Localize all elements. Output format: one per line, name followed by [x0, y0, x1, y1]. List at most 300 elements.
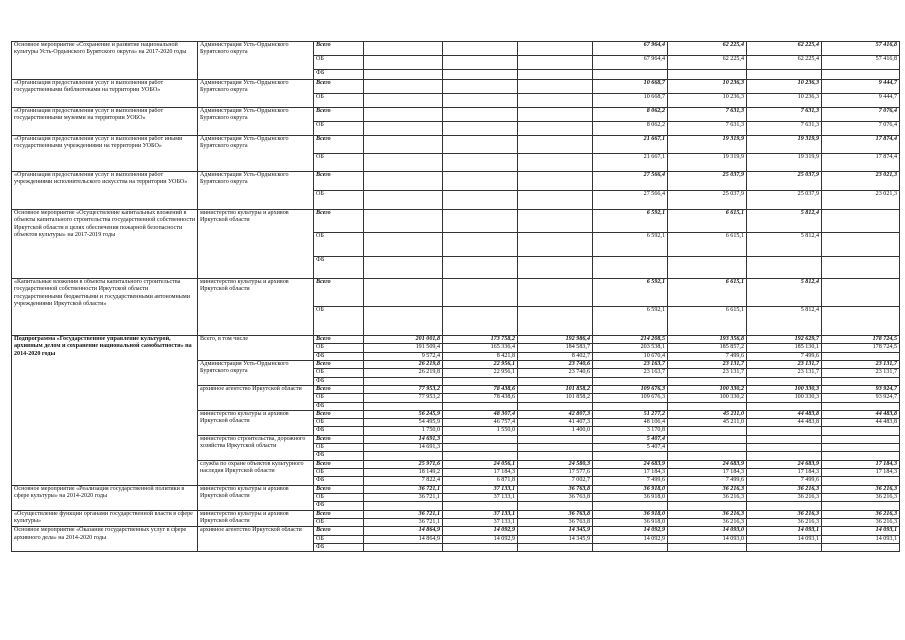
funding-source-cell: ОБ — [314, 369, 364, 377]
amount-cell: 7 631,3 — [668, 122, 747, 136]
amount-cell: 36 216,3 — [747, 493, 822, 501]
executor-cell: архивное агентство Иркутской области — [198, 527, 314, 552]
amount-cell: 36 763,8 — [518, 493, 593, 501]
amount-cell: 17 874,4 — [822, 136, 900, 154]
amount-cell — [747, 257, 822, 279]
amount-cell: 23 021,3 — [822, 172, 900, 191]
amount-cell: 93 924,7 — [822, 385, 900, 393]
amount-cell: 44 483,8 — [822, 410, 900, 418]
amount-cell — [443, 210, 518, 233]
amount-cell: 19 319,9 — [668, 154, 747, 172]
amount-cell — [364, 210, 443, 233]
amount-cell: 36 918,0 — [593, 485, 668, 493]
amount-cell: 5 812,4 — [747, 307, 822, 336]
amount-cell — [593, 257, 668, 279]
executor-cell: министерство культуры и архивов Иркутской области — [198, 210, 314, 279]
funding-source-cell: Всего — [314, 42, 364, 56]
amount-cell — [443, 233, 518, 257]
amount-cell: 109 676,3 — [593, 385, 668, 393]
amount-cell — [443, 108, 518, 122]
funding-source-cell: ОБ — [314, 191, 364, 210]
amount-cell: 14 092,9 — [443, 527, 518, 535]
amount-cell — [747, 452, 822, 460]
amount-cell — [593, 70, 668, 80]
amount-cell: 36 763,8 — [518, 518, 593, 526]
amount-cell: 9 444,7 — [822, 94, 900, 108]
amount-cell — [518, 136, 593, 154]
funding-source-cell: ОБ — [314, 394, 364, 402]
amount-cell — [364, 42, 443, 56]
funding-source-cell: Всего — [314, 136, 364, 154]
amount-cell: 62 225,4 — [668, 56, 747, 70]
amount-cell — [822, 210, 900, 233]
amount-cell: 57 416,8 — [822, 42, 900, 56]
amount-cell: 109 676,3 — [593, 394, 668, 402]
amount-cell — [518, 80, 593, 94]
amount-cell: 100 330,2 — [668, 385, 747, 393]
amount-cell: 192 986,4 — [518, 336, 593, 344]
amount-cell — [747, 70, 822, 80]
table-row — [12, 210, 900, 233]
funding-source-cell: Всего — [314, 435, 364, 443]
amount-cell: 36 216,3 — [668, 485, 747, 493]
amount-cell: 67 964,4 — [593, 56, 668, 70]
measure-name-cell: «Организация предоставления услуг и выполнения работ учреждениями исполнительского искусства на территории УОБО» — [12, 172, 198, 210]
amount-cell: 36 216,3 — [822, 493, 900, 501]
amount-cell: 36 216,3 — [822, 510, 900, 518]
amount-cell: 185 130,1 — [747, 344, 822, 352]
amount-cell — [518, 172, 593, 191]
amount-cell: 14 093,1 — [747, 527, 822, 535]
amount-cell — [668, 444, 747, 452]
amount-cell: 14 093,0 — [668, 527, 747, 535]
funding-source-cell: ФБ — [314, 70, 364, 80]
amount-cell — [822, 70, 900, 80]
amount-cell: 10 668,7 — [593, 94, 668, 108]
funding-source-cell: ОБ — [314, 233, 364, 257]
amount-cell: 36 216,3 — [747, 510, 822, 518]
amount-cell — [443, 56, 518, 70]
amount-cell — [518, 402, 593, 410]
amount-cell: 45 211,0 — [668, 419, 747, 427]
amount-cell: 19 319,9 — [747, 154, 822, 172]
amount-cell: 17 874,4 — [822, 154, 900, 172]
amount-cell — [518, 502, 593, 510]
amount-cell: 25 037,9 — [747, 172, 822, 191]
funding-source-cell: ФБ — [314, 543, 364, 551]
amount-cell: 6 615,1 — [668, 307, 747, 336]
table-row — [12, 80, 900, 94]
amount-cell — [518, 122, 593, 136]
amount-cell: 9 572,4 — [364, 352, 443, 360]
amount-cell — [364, 70, 443, 80]
amount-cell — [443, 94, 518, 108]
amount-cell: 7 499,6 — [593, 477, 668, 485]
amount-cell: 62 225,4 — [668, 42, 747, 56]
executor-cell: архивное агентство Иркутской области — [198, 385, 314, 410]
amount-cell — [443, 543, 518, 551]
measure-name-cell: «Организация предоставления услуг и выполнения работ государственными библиотеками на территории УОБО» — [12, 80, 198, 108]
funding-source-cell: Всего — [314, 108, 364, 122]
amount-cell: 24 683,9 — [747, 460, 822, 468]
amount-cell: 17 184,3 — [668, 469, 747, 477]
amount-cell — [364, 56, 443, 70]
amount-cell — [518, 279, 593, 307]
amount-cell: 14 092,9 — [443, 535, 518, 543]
amount-cell: 1 750,0 — [364, 427, 443, 435]
amount-cell: 36 216,3 — [747, 518, 822, 526]
amount-cell: 7 499,6 — [668, 352, 747, 360]
amount-cell: 37 133,1 — [443, 493, 518, 501]
amount-cell: 23 740,6 — [518, 369, 593, 377]
amount-cell: 5 407,4 — [593, 444, 668, 452]
amount-cell — [822, 435, 900, 443]
amount-cell: 100 330,3 — [747, 394, 822, 402]
amount-cell: 201 001,8 — [364, 336, 443, 344]
amount-cell: 51 277,2 — [593, 410, 668, 418]
amount-cell — [747, 435, 822, 443]
amount-cell: 23 163,7 — [593, 360, 668, 368]
amount-cell: 54 495,9 — [364, 419, 443, 427]
amount-cell: 26 219,8 — [364, 360, 443, 368]
amount-cell — [518, 233, 593, 257]
amount-cell — [443, 452, 518, 460]
amount-cell: 7 499,6 — [668, 477, 747, 485]
amount-cell: 173 758,2 — [443, 336, 518, 344]
amount-cell — [593, 377, 668, 385]
amount-cell: 8 402,7 — [518, 352, 593, 360]
amount-cell: 14 345,9 — [518, 527, 593, 535]
amount-cell: 5 812,4 — [747, 279, 822, 307]
amount-cell — [364, 172, 443, 191]
amount-cell: 14 691,3 — [364, 435, 443, 443]
amount-cell: 56 245,9 — [364, 410, 443, 418]
table-row — [12, 108, 900, 122]
executor-cell: Администрация Усть-Ордынского Бурятского округа — [198, 42, 314, 80]
amount-cell: 25 037,9 — [668, 172, 747, 191]
amount-cell — [747, 402, 822, 410]
amount-cell — [747, 427, 822, 435]
amount-cell: 24 683,9 — [593, 460, 668, 468]
funding-source-cell: ФБ — [314, 477, 364, 485]
amount-cell: 24 683,9 — [668, 460, 747, 468]
table-row — [12, 279, 900, 307]
amount-cell: 5 812,4 — [747, 210, 822, 233]
executor-cell: Всего, в том числе — [198, 336, 314, 361]
amount-cell: 17 577,6 — [518, 469, 593, 477]
amount-cell — [518, 452, 593, 460]
amount-cell — [518, 543, 593, 551]
executor-cell: Администрация Усть-Ордынского Бурятского округа — [198, 172, 314, 210]
amount-cell: 214 208,5 — [593, 336, 668, 344]
amount-cell: 14 093,1 — [822, 527, 900, 535]
amount-cell: 36 763,8 — [518, 510, 593, 518]
amount-cell: 14 092,9 — [593, 527, 668, 535]
funding-source-cell: ОБ — [314, 94, 364, 108]
measure-name-cell: Подпрограмма «Государственное управление культурой, архивным делом и сохранение национальной самобытности» на 2014-2020 годы — [12, 336, 198, 486]
amount-cell: 21 667,1 — [593, 154, 668, 172]
funding-source-cell: ОБ — [314, 154, 364, 172]
amount-cell: 23 021,3 — [822, 191, 900, 210]
amount-cell — [364, 80, 443, 94]
amount-cell — [364, 122, 443, 136]
amount-cell — [364, 402, 443, 410]
funding-source-cell: Всего — [314, 336, 364, 344]
amount-cell — [822, 543, 900, 551]
amount-cell: 7 631,3 — [747, 122, 822, 136]
funding-source-cell: ОБ — [314, 535, 364, 543]
amount-cell: 22 956,1 — [443, 360, 518, 368]
executor-cell: министерство культуры и архивов Иркутской области — [198, 485, 314, 510]
amount-cell: 3 170,8 — [593, 427, 668, 435]
amount-cell: 14 092,9 — [593, 535, 668, 543]
amount-cell: 5 812,4 — [747, 233, 822, 257]
amount-cell: 192 629,7 — [747, 336, 822, 344]
amount-cell: 93 924,7 — [822, 394, 900, 402]
amount-cell — [518, 191, 593, 210]
amount-cell: 6 615,1 — [668, 210, 747, 233]
amount-cell — [822, 352, 900, 360]
amount-cell — [822, 233, 900, 257]
funding-source-cell: ОБ — [314, 518, 364, 526]
funding-source-cell: Всего — [314, 279, 364, 307]
executor-cell: министерство строительства, дорожного хозяйства Иркутской области — [198, 435, 314, 460]
amount-cell: 26 219,8 — [364, 369, 443, 377]
amount-cell — [443, 377, 518, 385]
amount-cell — [822, 279, 900, 307]
amount-cell: 10 236,3 — [668, 80, 747, 94]
amount-cell — [747, 444, 822, 452]
amount-cell: 7 631,3 — [668, 108, 747, 122]
table-row — [12, 42, 900, 56]
amount-cell — [364, 377, 443, 385]
amount-cell: 6 615,1 — [668, 279, 747, 307]
amount-cell — [443, 444, 518, 452]
amount-cell: 62 225,4 — [747, 56, 822, 70]
funding-source-cell: Всего — [314, 80, 364, 94]
funding-source-cell: ФБ — [314, 427, 364, 435]
amount-cell: 7 076,4 — [822, 108, 900, 122]
amount-cell: 6 615,1 — [668, 233, 747, 257]
amount-cell: 6 592,1 — [593, 307, 668, 336]
amount-cell — [668, 257, 747, 279]
amount-cell — [364, 257, 443, 279]
amount-cell — [668, 377, 747, 385]
amount-cell: 44 483,8 — [822, 419, 900, 427]
amount-cell: 7 499,6 — [747, 352, 822, 360]
amount-cell: 62 225,4 — [747, 42, 822, 56]
amount-cell: 10 236,3 — [668, 94, 747, 108]
amount-cell: 37 133,1 — [443, 518, 518, 526]
amount-cell — [443, 172, 518, 191]
table-row — [12, 485, 900, 493]
amount-cell — [443, 70, 518, 80]
amount-cell: 25 037,9 — [668, 191, 747, 210]
amount-cell — [443, 80, 518, 94]
amount-cell: 17 184,3 — [822, 460, 900, 468]
amount-cell: 24 580,3 — [518, 460, 593, 468]
amount-cell — [518, 154, 593, 172]
amount-cell: 7 822,4 — [364, 477, 443, 485]
funding-source-cell: ФБ — [314, 502, 364, 510]
amount-cell — [668, 502, 747, 510]
amount-cell: 44 483,8 — [747, 410, 822, 418]
amount-cell: 165 336,4 — [443, 344, 518, 352]
amount-cell — [593, 502, 668, 510]
funding-source-cell: ФБ — [314, 257, 364, 279]
amount-cell — [822, 444, 900, 452]
amount-cell — [443, 122, 518, 136]
funding-source-cell: Всего — [314, 360, 364, 368]
funding-source-cell: ОБ — [314, 307, 364, 336]
amount-cell: 7 002,7 — [518, 477, 593, 485]
amount-cell: 6 592,1 — [593, 210, 668, 233]
amount-cell: 10 236,3 — [747, 94, 822, 108]
amount-cell: 23 163,7 — [593, 369, 668, 377]
amount-cell: 23 131,7 — [668, 360, 747, 368]
amount-cell — [518, 377, 593, 385]
amount-cell: 36 918,0 — [593, 493, 668, 501]
funding-source-cell: ОБ — [314, 444, 364, 452]
amount-cell: 10 236,3 — [747, 80, 822, 94]
amount-cell: 14 093,0 — [668, 535, 747, 543]
table-row — [12, 527, 900, 535]
amount-cell — [364, 154, 443, 172]
amount-cell: 78 438,6 — [443, 385, 518, 393]
amount-cell — [443, 435, 518, 443]
funding-source-cell: ФБ — [314, 352, 364, 360]
amount-cell — [364, 94, 443, 108]
executor-cell: Администрация Усть-Ордынского Бурятского округа — [198, 360, 314, 385]
amount-cell — [364, 233, 443, 257]
amount-cell: 36 721,1 — [364, 485, 443, 493]
amount-cell: 22 956,1 — [443, 369, 518, 377]
amount-cell — [443, 257, 518, 279]
amount-cell: 48 307,4 — [443, 410, 518, 418]
amount-cell — [668, 543, 747, 551]
amount-cell: 77 953,2 — [364, 394, 443, 402]
amount-cell: 7 076,4 — [822, 122, 900, 136]
amount-cell: 101 858,2 — [518, 385, 593, 393]
table-row — [12, 172, 900, 191]
amount-cell: 21 667,1 — [593, 136, 668, 154]
measure-name-cell: Основное мероприятие «Реализация государственной политики в сфере культуры» на 2014-2020 годы — [12, 485, 198, 510]
amount-cell — [518, 435, 593, 443]
funding-source-cell: ОБ — [314, 469, 364, 477]
amount-cell — [747, 377, 822, 385]
measure-name-cell: Основное мероприятие «Сохранение и развитие национальной культуры Усть-Ордынского Бурятского округа» на 2017-2020 годы — [12, 42, 198, 80]
amount-cell: 10 668,7 — [593, 80, 668, 94]
amount-cell: 6 592,1 — [593, 279, 668, 307]
amount-cell: 6 871,8 — [443, 477, 518, 485]
amount-cell: 36 216,3 — [822, 485, 900, 493]
amount-cell — [518, 42, 593, 56]
amount-cell: 9 444,7 — [822, 80, 900, 94]
amount-cell: 27 566,4 — [593, 172, 668, 191]
amount-cell — [443, 279, 518, 307]
amount-cell — [822, 427, 900, 435]
amount-cell: 19 319,9 — [747, 136, 822, 154]
amount-cell — [822, 377, 900, 385]
amount-cell: 14 345,9 — [518, 535, 593, 543]
funding-source-cell: ОБ — [314, 344, 364, 352]
funding-source-cell: Всего — [314, 485, 364, 493]
amount-cell — [364, 502, 443, 510]
measure-name-cell: «Организация предоставления услуг и выполнения работ иными государственными учреждениями на территории УОБО» — [12, 136, 198, 172]
amount-cell: 46 757,4 — [443, 419, 518, 427]
amount-cell — [822, 477, 900, 485]
amount-cell — [364, 191, 443, 210]
funding-source-cell: Всего — [314, 527, 364, 535]
amount-cell: 36 216,3 — [822, 518, 900, 526]
amount-cell — [593, 543, 668, 551]
amount-cell — [747, 543, 822, 551]
funding-source-cell: Всего — [314, 510, 364, 518]
amount-cell: 25 037,9 — [747, 191, 822, 210]
funding-source-cell: Всего — [314, 410, 364, 418]
budget-table — [11, 41, 900, 552]
amount-cell — [518, 108, 593, 122]
amount-cell: 10 670,4 — [593, 352, 668, 360]
amount-cell: 23 131,7 — [822, 369, 900, 377]
amount-cell — [364, 543, 443, 551]
amount-cell: 7 631,3 — [747, 108, 822, 122]
amount-cell — [593, 402, 668, 410]
table-row — [12, 136, 900, 154]
amount-cell: 23 740,6 — [518, 360, 593, 368]
amount-cell — [364, 108, 443, 122]
amount-cell: 57 416,8 — [822, 56, 900, 70]
amount-cell: 41 407,3 — [518, 419, 593, 427]
amount-cell: 37 133,1 — [443, 510, 518, 518]
amount-cell: 36 763,8 — [518, 485, 593, 493]
amount-cell — [822, 502, 900, 510]
funding-source-cell: Всего — [314, 385, 364, 393]
amount-cell — [443, 307, 518, 336]
amount-cell — [668, 402, 747, 410]
amount-cell: 203 538,1 — [593, 344, 668, 352]
amount-cell — [668, 435, 747, 443]
amount-cell: 23 131,7 — [822, 360, 900, 368]
amount-cell — [443, 42, 518, 56]
amount-cell: 77 953,2 — [364, 385, 443, 393]
amount-cell: 100 330,2 — [668, 394, 747, 402]
amount-cell: 193 356,8 — [668, 336, 747, 344]
amount-cell: 48 106,4 — [593, 419, 668, 427]
funding-source-cell: Всего — [314, 460, 364, 468]
amount-cell: 42 807,3 — [518, 410, 593, 418]
amount-cell — [822, 307, 900, 336]
amount-cell: 178 724,5 — [822, 336, 900, 344]
amount-cell: 191 509,4 — [364, 344, 443, 352]
funding-source-cell: ОБ — [314, 122, 364, 136]
executor-cell: служба по охране объектов культурного наследия Иркутской области — [198, 460, 314, 485]
measure-name-cell: Основное мероприятие «Оказание государственных услуг в сфере архивного дела» на 2014-2020 годы — [12, 527, 198, 552]
amount-cell: 67 964,4 — [593, 42, 668, 56]
amount-cell — [518, 444, 593, 452]
amount-cell: 44 483,8 — [747, 419, 822, 427]
amount-cell: 36 216,3 — [747, 485, 822, 493]
measure-name-cell: «Осуществление функции органами государственной власти в сфере культуры» — [12, 510, 198, 527]
amount-cell: 7 499,6 — [747, 477, 822, 485]
amount-cell — [668, 70, 747, 80]
table-row — [12, 336, 900, 344]
measure-name-cell: Основное мероприятие «Осуществление капитальных вложений в объекты капитального строительства государственной собственности Иркутской области в целях обеспечения пожарной безопасности объектов культуры» на 2017-2019 годы — [12, 210, 198, 279]
amount-cell — [443, 154, 518, 172]
amount-cell — [443, 136, 518, 154]
amount-cell — [364, 136, 443, 154]
amount-cell: 185 857,2 — [668, 344, 747, 352]
